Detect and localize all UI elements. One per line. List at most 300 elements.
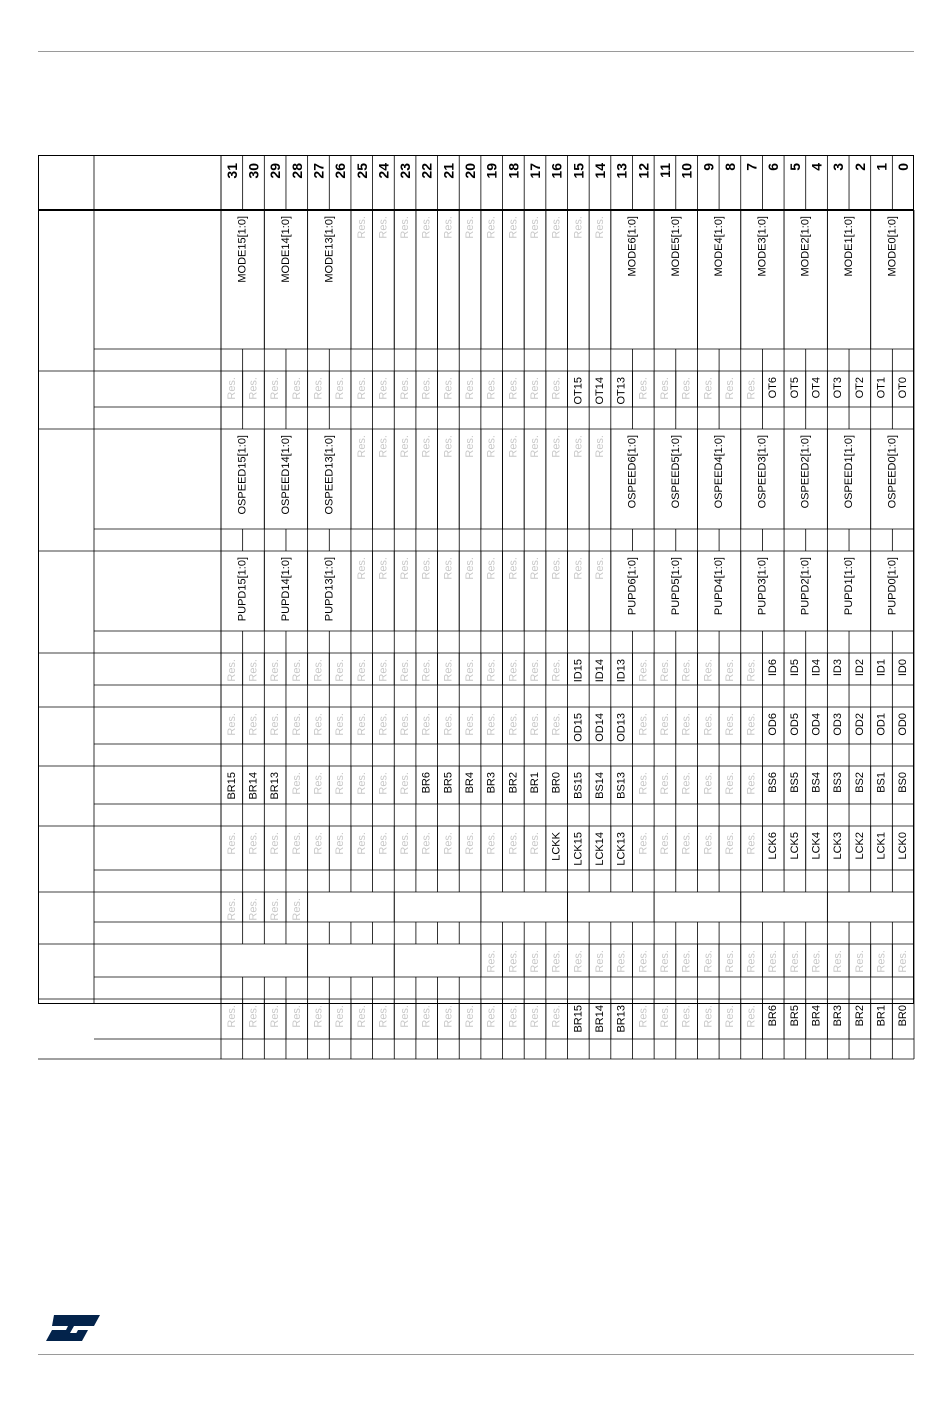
bit-number-26: 26	[332, 163, 349, 179]
reserved-field: Res.	[377, 659, 390, 682]
reserved-field: Res.	[593, 216, 606, 239]
reserved-field: Res.	[355, 772, 368, 795]
reserved-field: Res.	[637, 713, 650, 736]
register-table-svg	[38, 155, 914, 1033]
reserved-field: Res.	[637, 1005, 650, 1028]
reserved-field: Res.	[745, 377, 758, 400]
footer-rule	[38, 1354, 914, 1355]
reserved-field: Res.	[745, 772, 758, 795]
field-mode13-1-0-: MODE13[1:0]	[323, 216, 336, 283]
field-mode0-1-0-: MODE0[1:0]	[886, 216, 899, 277]
reserved-field: Res.	[853, 950, 866, 973]
field-pupd2-1-0-: PUPD2[1:0]	[799, 557, 812, 616]
reserved-field: Res.	[442, 557, 455, 580]
field-id3: ID3	[832, 659, 845, 677]
reserved-field: Res.	[355, 557, 368, 580]
field-bs15: BS15	[572, 772, 585, 799]
reserved-field: Res.	[485, 713, 498, 736]
reserved-field: Res.	[420, 1005, 433, 1028]
reserved-field: Res.	[680, 1005, 693, 1028]
reserved-field: Res.	[399, 557, 412, 580]
reserved-field: Res.	[269, 659, 282, 682]
reserved-field: Res.	[658, 832, 671, 855]
bit-number-6: 6	[765, 163, 782, 171]
reserved-field: Res.	[810, 950, 823, 973]
reserved-field: Res.	[875, 950, 888, 973]
field-id1: ID1	[875, 659, 888, 677]
reserved-field: Res.	[550, 659, 563, 682]
reserved-field: Res.	[593, 557, 606, 580]
reserved-field: Res.	[529, 1005, 542, 1028]
reserved-field: Res.	[355, 713, 368, 736]
reserved-field: Res.	[658, 659, 671, 682]
bit-number-29: 29	[267, 163, 284, 179]
reserved-field: Res.	[334, 713, 347, 736]
reserved-field: Res.	[702, 772, 715, 795]
field-br15: BR15	[572, 1005, 585, 1033]
bit-number-30: 30	[245, 163, 262, 179]
reserved-field: Res.	[312, 713, 325, 736]
reserved-field: Res.	[464, 832, 477, 855]
reserved-field: Res.	[399, 772, 412, 795]
field-ospeed0-1-0-: OSPEED0[1:0]	[886, 435, 899, 509]
field-bs5: BS5	[788, 772, 801, 793]
field-id14: ID14	[593, 659, 606, 683]
field-mode14-1-0-: MODE14[1:0]	[279, 216, 292, 283]
reserved-field: Res.	[377, 772, 390, 795]
field-mode2-1-0-: MODE2[1:0]	[799, 216, 812, 277]
bit-number-14: 14	[591, 163, 608, 179]
reserved-field: Res.	[485, 557, 498, 580]
field-lck5: LCK5	[788, 832, 801, 860]
reserved-field: Res.	[377, 1005, 390, 1028]
reserved-field: Res.	[464, 659, 477, 682]
reserved-field: Res.	[355, 435, 368, 458]
reserved-field: Res.	[355, 216, 368, 239]
reserved-field: Res.	[247, 377, 260, 400]
field-bs0: BS0	[897, 772, 910, 793]
reserved-field: Res.	[485, 1005, 498, 1028]
bit-number-19: 19	[483, 163, 500, 179]
field-pupd5-1-0-: PUPD5[1:0]	[669, 557, 682, 616]
reserved-field: Res.	[334, 832, 347, 855]
field-lck3: LCK3	[832, 832, 845, 860]
reserved-field: Res.	[225, 1005, 238, 1028]
reserved-field: Res.	[377, 435, 390, 458]
reserved-field: Res.	[269, 1005, 282, 1028]
reserved-field: Res.	[723, 1005, 736, 1028]
reserved-field: Res.	[442, 1005, 455, 1028]
field-ospeed2-1-0-: OSPEED2[1:0]	[799, 435, 812, 509]
field-pupd0-1-0-: PUPD0[1:0]	[886, 557, 899, 616]
reserved-field: Res.	[593, 950, 606, 973]
reserved-field: Res.	[507, 832, 520, 855]
reserved-field: Res.	[723, 377, 736, 400]
reserved-field: Res.	[377, 377, 390, 400]
field-mode5-1-0-: MODE5[1:0]	[669, 216, 682, 277]
field-ot6: OT6	[767, 377, 780, 399]
field-ot1: OT1	[875, 377, 888, 399]
bit-number-9: 9	[700, 163, 717, 171]
reserved-field: Res.	[485, 659, 498, 682]
reserved-field: Res.	[442, 216, 455, 239]
reserved-field: Res.	[658, 950, 671, 973]
field-ot0: OT0	[897, 377, 910, 399]
reserved-field: Res.	[290, 659, 303, 682]
reserved-field: Res.	[550, 557, 563, 580]
bit-number-16: 16	[548, 163, 565, 179]
field-ot3: OT3	[832, 377, 845, 399]
field-br13: BR13	[269, 772, 282, 800]
bit-number-5: 5	[786, 163, 803, 171]
field-id13: ID13	[615, 659, 628, 683]
field-ot14: OT14	[593, 377, 606, 405]
register-map-table	[38, 155, 914, 1033]
reserved-field: Res.	[420, 435, 433, 458]
reserved-field: Res.	[269, 832, 282, 855]
reserved-field: Res.	[225, 713, 238, 736]
reserved-field: Res.	[290, 832, 303, 855]
reserved-field: Res.	[420, 832, 433, 855]
reserved-field: Res.	[507, 377, 520, 400]
field-br6: BR6	[767, 1005, 780, 1027]
field-bs13: BS13	[615, 772, 628, 799]
reserved-field: Res.	[550, 1005, 563, 1028]
reserved-field: Res.	[550, 950, 563, 973]
reserved-field: Res.	[702, 377, 715, 400]
field-pupd4-1-0-: PUPD4[1:0]	[713, 557, 726, 616]
field-ospeed4-1-0-: OSPEED4[1:0]	[713, 435, 726, 509]
reserved-field: Res.	[464, 377, 477, 400]
st-logo-icon	[44, 1313, 102, 1343]
field-od13: OD13	[615, 713, 628, 742]
field-lck13: LCK13	[615, 832, 628, 866]
reserved-field: Res.	[507, 557, 520, 580]
reserved-field: Res.	[290, 772, 303, 795]
reserved-field: Res.	[290, 377, 303, 400]
bit-number-17: 17	[527, 163, 544, 179]
reserved-field: Res.	[377, 832, 390, 855]
field-pupd6-1-0-: PUPD6[1:0]	[626, 557, 639, 616]
reserved-field: Res.	[247, 713, 260, 736]
field-br3: BR3	[832, 1005, 845, 1027]
reserved-field: Res.	[485, 435, 498, 458]
bit-number-28: 28	[288, 163, 305, 179]
reserved-field: Res.	[290, 898, 303, 921]
st-logo-s	[46, 1315, 100, 1341]
reserved-field: Res.	[550, 713, 563, 736]
field-br2: BR2	[507, 772, 520, 794]
reserved-field: Res.	[312, 772, 325, 795]
reserved-field: Res.	[290, 713, 303, 736]
reserved-field: Res.	[637, 377, 650, 400]
field-br6: BR6	[420, 772, 433, 794]
field-lck14: LCK14	[593, 832, 606, 866]
field-ospeed15-1-0-: OSPEED15[1:0]	[236, 435, 249, 515]
reserved-field: Res.	[442, 832, 455, 855]
reserved-field: Res.	[680, 832, 693, 855]
reserved-field: Res.	[377, 557, 390, 580]
bit-number-8: 8	[721, 163, 738, 171]
field-bs3: BS3	[832, 772, 845, 793]
bit-number-12: 12	[635, 163, 652, 179]
reserved-field: Res.	[658, 772, 671, 795]
reserved-field: Res.	[745, 1005, 758, 1028]
reserved-field: Res.	[680, 377, 693, 400]
field-ot15: OT15	[572, 377, 585, 405]
field-ot4: OT4	[810, 377, 823, 399]
reserved-field: Res.	[247, 1005, 260, 1028]
reserved-field: Res.	[464, 216, 477, 239]
field-br14: BR14	[593, 1005, 606, 1033]
reserved-field: Res.	[550, 377, 563, 400]
field-bs1: BS1	[875, 772, 888, 793]
field-pupd15-1-0-: PUPD15[1:0]	[236, 557, 249, 622]
field-od14: OD14	[593, 713, 606, 742]
reserved-field: Res.	[247, 832, 260, 855]
reserved-field: Res.	[225, 832, 238, 855]
field-id15: ID15	[572, 659, 585, 683]
reserved-field: Res.	[529, 557, 542, 580]
reserved-field: Res.	[637, 832, 650, 855]
reserved-field: Res.	[464, 713, 477, 736]
reserved-field: Res.	[723, 659, 736, 682]
field-lckk: LCKK	[550, 832, 563, 861]
reserved-field: Res.	[529, 832, 542, 855]
reserved-field: Res.	[442, 377, 455, 400]
reserved-field: Res.	[355, 377, 368, 400]
reserved-field: Res.	[702, 713, 715, 736]
reserved-field: Res.	[680, 659, 693, 682]
reserved-field: Res.	[637, 950, 650, 973]
field-br4: BR4	[810, 1005, 823, 1027]
reserved-field: Res.	[334, 772, 347, 795]
field-br5: BR5	[442, 772, 455, 794]
field-lck6: LCK6	[767, 832, 780, 860]
field-id6: ID6	[767, 659, 780, 677]
reserved-field: Res.	[745, 950, 758, 973]
reserved-field: Res.	[420, 557, 433, 580]
field-lck15: LCK15	[572, 832, 585, 866]
bit-number-31: 31	[223, 163, 240, 179]
reserved-field: Res.	[723, 772, 736, 795]
bit-number-4: 4	[808, 163, 825, 171]
field-id5: ID5	[788, 659, 801, 677]
reserved-field: Res.	[334, 377, 347, 400]
field-id4: ID4	[810, 659, 823, 677]
reserved-field: Res.	[507, 950, 520, 973]
reserved-field: Res.	[312, 1005, 325, 1028]
reserved-field: Res.	[399, 1005, 412, 1028]
reserved-field: Res.	[788, 950, 801, 973]
field-br14: BR14	[247, 772, 260, 800]
field-br5: BR5	[788, 1005, 801, 1027]
reserved-field: Res.	[680, 772, 693, 795]
reserved-field: Res.	[723, 950, 736, 973]
field-bs6: BS6	[767, 772, 780, 793]
reserved-field: Res.	[464, 557, 477, 580]
reserved-field: Res.	[550, 435, 563, 458]
bit-number-25: 25	[353, 163, 370, 179]
reserved-field: Res.	[897, 950, 910, 973]
reserved-field: Res.	[702, 950, 715, 973]
reserved-field: Res.	[247, 898, 260, 921]
field-ot2: OT2	[853, 377, 866, 399]
bit-number-2: 2	[851, 163, 868, 171]
field-bs2: BS2	[853, 772, 866, 793]
reserved-field: Res.	[572, 950, 585, 973]
reserved-field: Res.	[334, 659, 347, 682]
reserved-field: Res.	[702, 659, 715, 682]
reserved-field: Res.	[658, 1005, 671, 1028]
bit-number-18: 18	[505, 163, 522, 179]
reserved-field: Res.	[832, 950, 845, 973]
reserved-field: Res.	[550, 216, 563, 239]
reserved-field: Res.	[529, 377, 542, 400]
field-lck0: LCK0	[897, 832, 910, 860]
reserved-field: Res.	[420, 659, 433, 682]
field-br1: BR1	[875, 1005, 888, 1027]
reserved-field: Res.	[399, 435, 412, 458]
field-br1: BR1	[529, 772, 542, 794]
reserved-field: Res.	[745, 832, 758, 855]
reserved-field: Res.	[637, 772, 650, 795]
header-rule	[38, 51, 914, 52]
reserved-field: Res.	[312, 377, 325, 400]
field-od4: OD4	[810, 713, 823, 736]
reserved-field: Res.	[572, 557, 585, 580]
field-br0: BR0	[897, 1005, 910, 1027]
reserved-field: Res.	[485, 216, 498, 239]
reserved-field: Res.	[507, 216, 520, 239]
field-br2: BR2	[853, 1005, 866, 1027]
reserved-field: Res.	[269, 713, 282, 736]
bit-number-20: 20	[462, 163, 479, 179]
bit-number-1: 1	[873, 163, 890, 171]
reserved-field: Res.	[572, 216, 585, 239]
reserved-field: Res.	[399, 377, 412, 400]
reserved-field: Res.	[247, 659, 260, 682]
field-od6: OD6	[767, 713, 780, 736]
reserved-field: Res.	[442, 435, 455, 458]
reserved-field: Res.	[420, 216, 433, 239]
field-od1: OD1	[875, 713, 888, 736]
reserved-field: Res.	[485, 377, 498, 400]
reserved-field: Res.	[529, 950, 542, 973]
field-br3: BR3	[485, 772, 498, 794]
field-id2: ID2	[853, 659, 866, 677]
reserved-field: Res.	[269, 898, 282, 921]
reserved-field: Res.	[399, 832, 412, 855]
field-br4: BR4	[464, 772, 477, 794]
field-od15: OD15	[572, 713, 585, 742]
reserved-field: Res.	[702, 1005, 715, 1028]
reserved-field: Res.	[529, 435, 542, 458]
field-mode15-1-0-: MODE15[1:0]	[236, 216, 249, 283]
field-ospeed3-1-0-: OSPEED3[1:0]	[756, 435, 769, 509]
reserved-field: Res.	[399, 713, 412, 736]
field-br13: BR13	[615, 1005, 628, 1033]
bit-number-7: 7	[743, 163, 760, 171]
field-br15: BR15	[225, 772, 238, 800]
reserved-field: Res.	[615, 950, 628, 973]
field-bs14: BS14	[593, 772, 606, 799]
reserved-field: Res.	[658, 713, 671, 736]
field-pupd1-1-0-: PUPD1[1:0]	[843, 557, 856, 616]
field-br0: BR0	[550, 772, 563, 794]
reserved-field: Res.	[529, 713, 542, 736]
reserved-field: Res.	[399, 216, 412, 239]
reserved-field: Res.	[507, 435, 520, 458]
bit-number-24: 24	[375, 163, 392, 179]
field-mode6-1-0-: MODE6[1:0]	[626, 216, 639, 277]
field-ospeed5-1-0-: OSPEED5[1:0]	[669, 435, 682, 509]
reserved-field: Res.	[572, 435, 585, 458]
field-mode4-1-0-: MODE4[1:0]	[713, 216, 726, 277]
reserved-field: Res.	[745, 713, 758, 736]
reserved-field: Res.	[485, 832, 498, 855]
field-mode1-1-0-: MODE1[1:0]	[843, 216, 856, 277]
reserved-field: Res.	[399, 659, 412, 682]
reserved-field: Res.	[334, 1005, 347, 1028]
field-ospeed13-1-0-: OSPEED13[1:0]	[323, 435, 336, 515]
bit-number-11: 11	[656, 163, 673, 178]
reserved-field: Res.	[312, 659, 325, 682]
bit-number-3: 3	[830, 163, 847, 171]
reserved-field: Res.	[745, 659, 758, 682]
reserved-field: Res.	[290, 1005, 303, 1028]
reserved-field: Res.	[593, 435, 606, 458]
field-lck1: LCK1	[875, 832, 888, 860]
reserved-field: Res.	[355, 1005, 368, 1028]
reserved-field: Res.	[225, 898, 238, 921]
bit-number-27: 27	[310, 163, 327, 179]
field-ospeed14-1-0-: OSPEED14[1:0]	[279, 435, 292, 515]
reserved-field: Res.	[658, 377, 671, 400]
reserved-field: Res.	[507, 713, 520, 736]
reserved-field: Res.	[312, 832, 325, 855]
reserved-field: Res.	[529, 216, 542, 239]
field-lck2: LCK2	[853, 832, 866, 860]
field-ot5: OT5	[788, 377, 801, 399]
reserved-field: Res.	[464, 1005, 477, 1028]
reserved-field: Res.	[680, 950, 693, 973]
reserved-field: Res.	[442, 659, 455, 682]
bit-number-22: 22	[418, 163, 435, 179]
field-ospeed1-1-0-: OSPEED1[1:0]	[843, 435, 856, 509]
reserved-field: Res.	[680, 713, 693, 736]
reserved-field: Res.	[767, 950, 780, 973]
reserved-field: Res.	[225, 377, 238, 400]
reserved-field: Res.	[269, 377, 282, 400]
field-ospeed6-1-0-: OSPEED6[1:0]	[626, 435, 639, 509]
field-od5: OD5	[788, 713, 801, 736]
bit-number-10: 10	[678, 163, 695, 179]
field-id0: ID0	[897, 659, 910, 677]
reserved-field: Res.	[355, 659, 368, 682]
field-od0: OD0	[897, 713, 910, 736]
field-od3: OD3	[832, 713, 845, 736]
bit-number-23: 23	[397, 163, 414, 179]
reserved-field: Res.	[225, 659, 238, 682]
reserved-field: Res.	[637, 659, 650, 682]
reserved-field: Res.	[420, 713, 433, 736]
reserved-field: Res.	[723, 713, 736, 736]
reserved-field: Res.	[507, 659, 520, 682]
field-pupd13-1-0-: PUPD13[1:0]	[323, 557, 336, 622]
field-od2: OD2	[853, 713, 866, 736]
reserved-field: Res.	[507, 1005, 520, 1028]
